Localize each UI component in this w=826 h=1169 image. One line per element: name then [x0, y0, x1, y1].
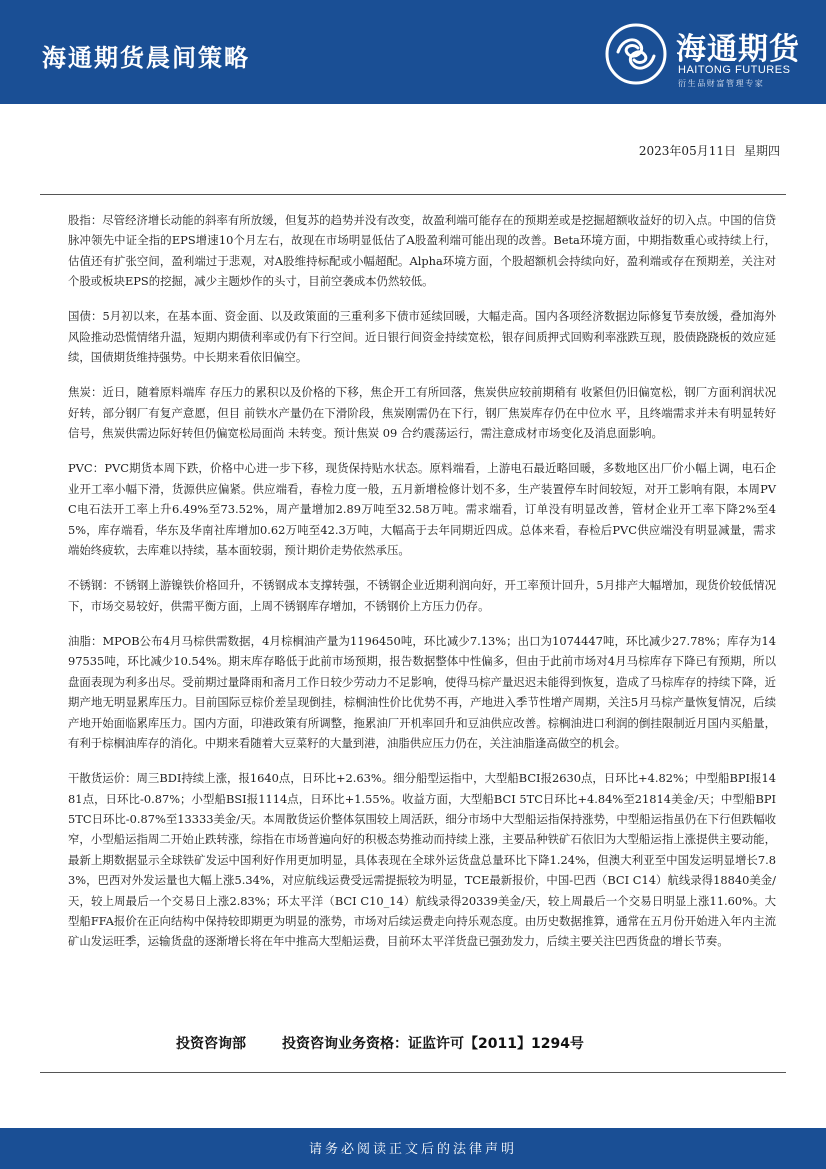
logo-emblem-icon: [604, 22, 668, 86]
date-text: 2023年05月11日: [638, 144, 736, 158]
logo-tagline: 衍生品财富管理专家: [678, 79, 765, 88]
logo-english-name: HAITONG FUTURES: [678, 64, 791, 76]
license-info: 投资咨询业务资格：证监许可【2011】1294号: [282, 1036, 584, 1052]
paragraph-pvc: PVC：PVC期货本周下跌，价格中心进一步下移，现货保持贴水状态。原料端看，上游电石最近略回暖，多数地区出厂价小幅上调，电石企业开工率小幅下滑，货源供应偏紧。供应端看，春检力度一般，五月新增检修计划不多，生产装置停车时间较短，对开工影响有限，本周PVC电石法开工率上升6.49%至73.52%，周产量增加2.89万吨至32.58万吨。需求端看，订单没有明显改善，管材企业开工率下降2%至45%，库存端看，华东及华南社库增加0.62万吨至42.3万吨，大幅高于去年同期近四成。总体来看，春检后PVC供应端没有明显减量，需求端始终疲软，去库难以持续，基本面较弱，预计期价走势依然承压。: [68, 461, 776, 558]
department-name: 投资咨询部: [176, 1036, 246, 1052]
paragraph-stock-index: 股指：尽管经济增长动能的斜率有所放缓，但复苏的趋势并没有改变，故盈利端可能存在的预期差或是挖掘超额收益好的切入点。中国的信贷脉冲领先中证全指的EPS增速10个月左右，故现在市场明显低估了A股盈利端可能出现的改善。Beta环境方面，中期指数重心或持续上行，估值还有扩张空间，盈利端过于悲观，对A股维持标配或小幅超配。Alpha环境方面，个股超额机会持续向好，盈利端或存在预期差，关注对个股或板块EPS的挖掘，减少主题炒作的头寸，目前空袭成本仍然较低。: [68, 213, 776, 289]
paragraph-coke: 焦炭：近日，随着原料端库 存压力的累积以及价格的下移，焦企开工有所回落，焦炭供应较前期稍有 收紧但仍旧偏宽松，钢厂方面利润状况好转，部分钢厂有复产意愿，但目 前铁水产量仍在下滑阶段，焦炭刚需仍在下行，钢厂焦炭库存仍在中位水 平，且终端需求并未有明显转好信号，焦炭供需边际好转但仍偏宽松局面尚 未转变。预计焦炭 09 合约震荡运行，需注意成材市场变化及消息面影响。: [68, 385, 776, 441]
logo-chinese-name: 海通期货: [676, 32, 800, 67]
paragraph-stainless-steel: 不锈钢：不锈钢上游镍铁价格回升，不锈钢成本支撑转强，不锈钢企业近期利润向好，开工率预计回升，5月排产大幅增加，现货价较低情况下，市场交易较好，供需平衡方面，上周不锈钢库存增加，不锈钢价上方压力仍存。: [68, 578, 776, 613]
weekday-text: 星期四: [743, 144, 780, 158]
report-date: [639, 142, 780, 159]
company-logo: [604, 22, 804, 92]
footer-info: [176, 1033, 584, 1053]
paragraph-oils: 油脂：MPOB公布4月马棕供需数据，4月棕榈油产量为1196450吨，环比减少7.13%；出口为1074447吨，环比减少27.78%；库存为1497535吨，环比减少10.54%。期末库存略低于此前市场预期，报告数据整体中性偏多，但由于此前市场对4月马棕库存下降已有预期，所以盘面表现为利多出尽。受前期过量降雨和斋月工作日较少劳动力不足影响，使得马棕产量迟迟未能得到恢复，造成了马棕库存的持续下降，近期产地无明显累库压力。目前国际豆棕价差呈现倒挂，棕榈油性价比优势不再，产地进入季节性增产周期，关注5月马棕产量恢复情况，后续产地开始面临累库压力。国内方面，印港政策有所调整，拖累油厂开机率回升和豆油供应改善。棕榈油进口利润的倒挂限制近月国内买船量，有利于棕榈油库存的消化。中期来看随着大豆菜籽的大量到港，油脂供应压力仍在，关注油脂逢高做空的机会。: [68, 633, 776, 750]
strategy-body: [68, 210, 776, 967]
legal-notice: 请务必阅读正文后的法律声明: [308, 1142, 517, 1157]
top-divider: [40, 194, 786, 195]
paragraph-dry-bulk: 干散货运价：周三BDI持续上涨，报1640点，日环比+2.63%。细分船型运指中，大型船BCI报2630点，日环比+4.82%；中型船BPI报1481点，日环比-0.87%；小型船BSI报1114点，日环比+1.55%。收益方面，大型船BCI 5TC日环比+4.84%至21814美金/天；中型船BPI 5TC日环比-0.87%至13333美金/天。本周散货运价整体氛围较上周活跃，细分市场中大型船运指保持涨势，中型船运指虽仍在下行但跌幅收窄，小型船运指周二开始止跌转涨，综指在市场普遍向好的积极态势推动而持续上涨，主要品种铁矿石依旧为大型船运指上涨提供主要动能，最新上期数据显示全球铁矿发运中国利好作用更加明显，具体表现在全球外运货盘总量环比下降1.24%，但澳大利亚至中国发运明显增长7.83%，巴西对外发运量也大幅上涨5.34%，对应航线运费受远需提振较为明显，TCE最新报价，中国-巴西（BCI C14）航线录得18840美金/天，较上周最后一个交易日上涨2.83%；环太平洋（BCI C10_14）航线录得20339美金/天，较上周最后一个交易日明显上涨11.60%。大型船FFA报价在正向结构中保持较即期更为明显的涨势，市场对后续运费走向持乐观态度。由历史数据推算，通常在五月份开始进入年内主流矿山发运旺季，运输货盘的逐渐增长将在年中推高大型船运费，目前环太平洋货盘已强劲发力，后续主要关注巴西货盘的增长节奏。: [68, 771, 776, 949]
paragraph-treasury-bonds: 国债：5月初以来，在基本面、资金面、以及政策面的三重利多下债市延续回暖，大幅走高。国内各项经济数据边际修复节奏放缓，叠加海外风险推动恐慌情绪升温，短期内期债利率或仍有下行空间。近日银行间资金持续宽松，银存间质押式回购利率涨跌互现，股债跷跷板的效应延续，国债期货维持强势。中长期来看依旧偏空。: [68, 309, 776, 365]
bottom-divider: [40, 1072, 786, 1073]
page-title: 海通期货晨间策略: [42, 44, 250, 72]
